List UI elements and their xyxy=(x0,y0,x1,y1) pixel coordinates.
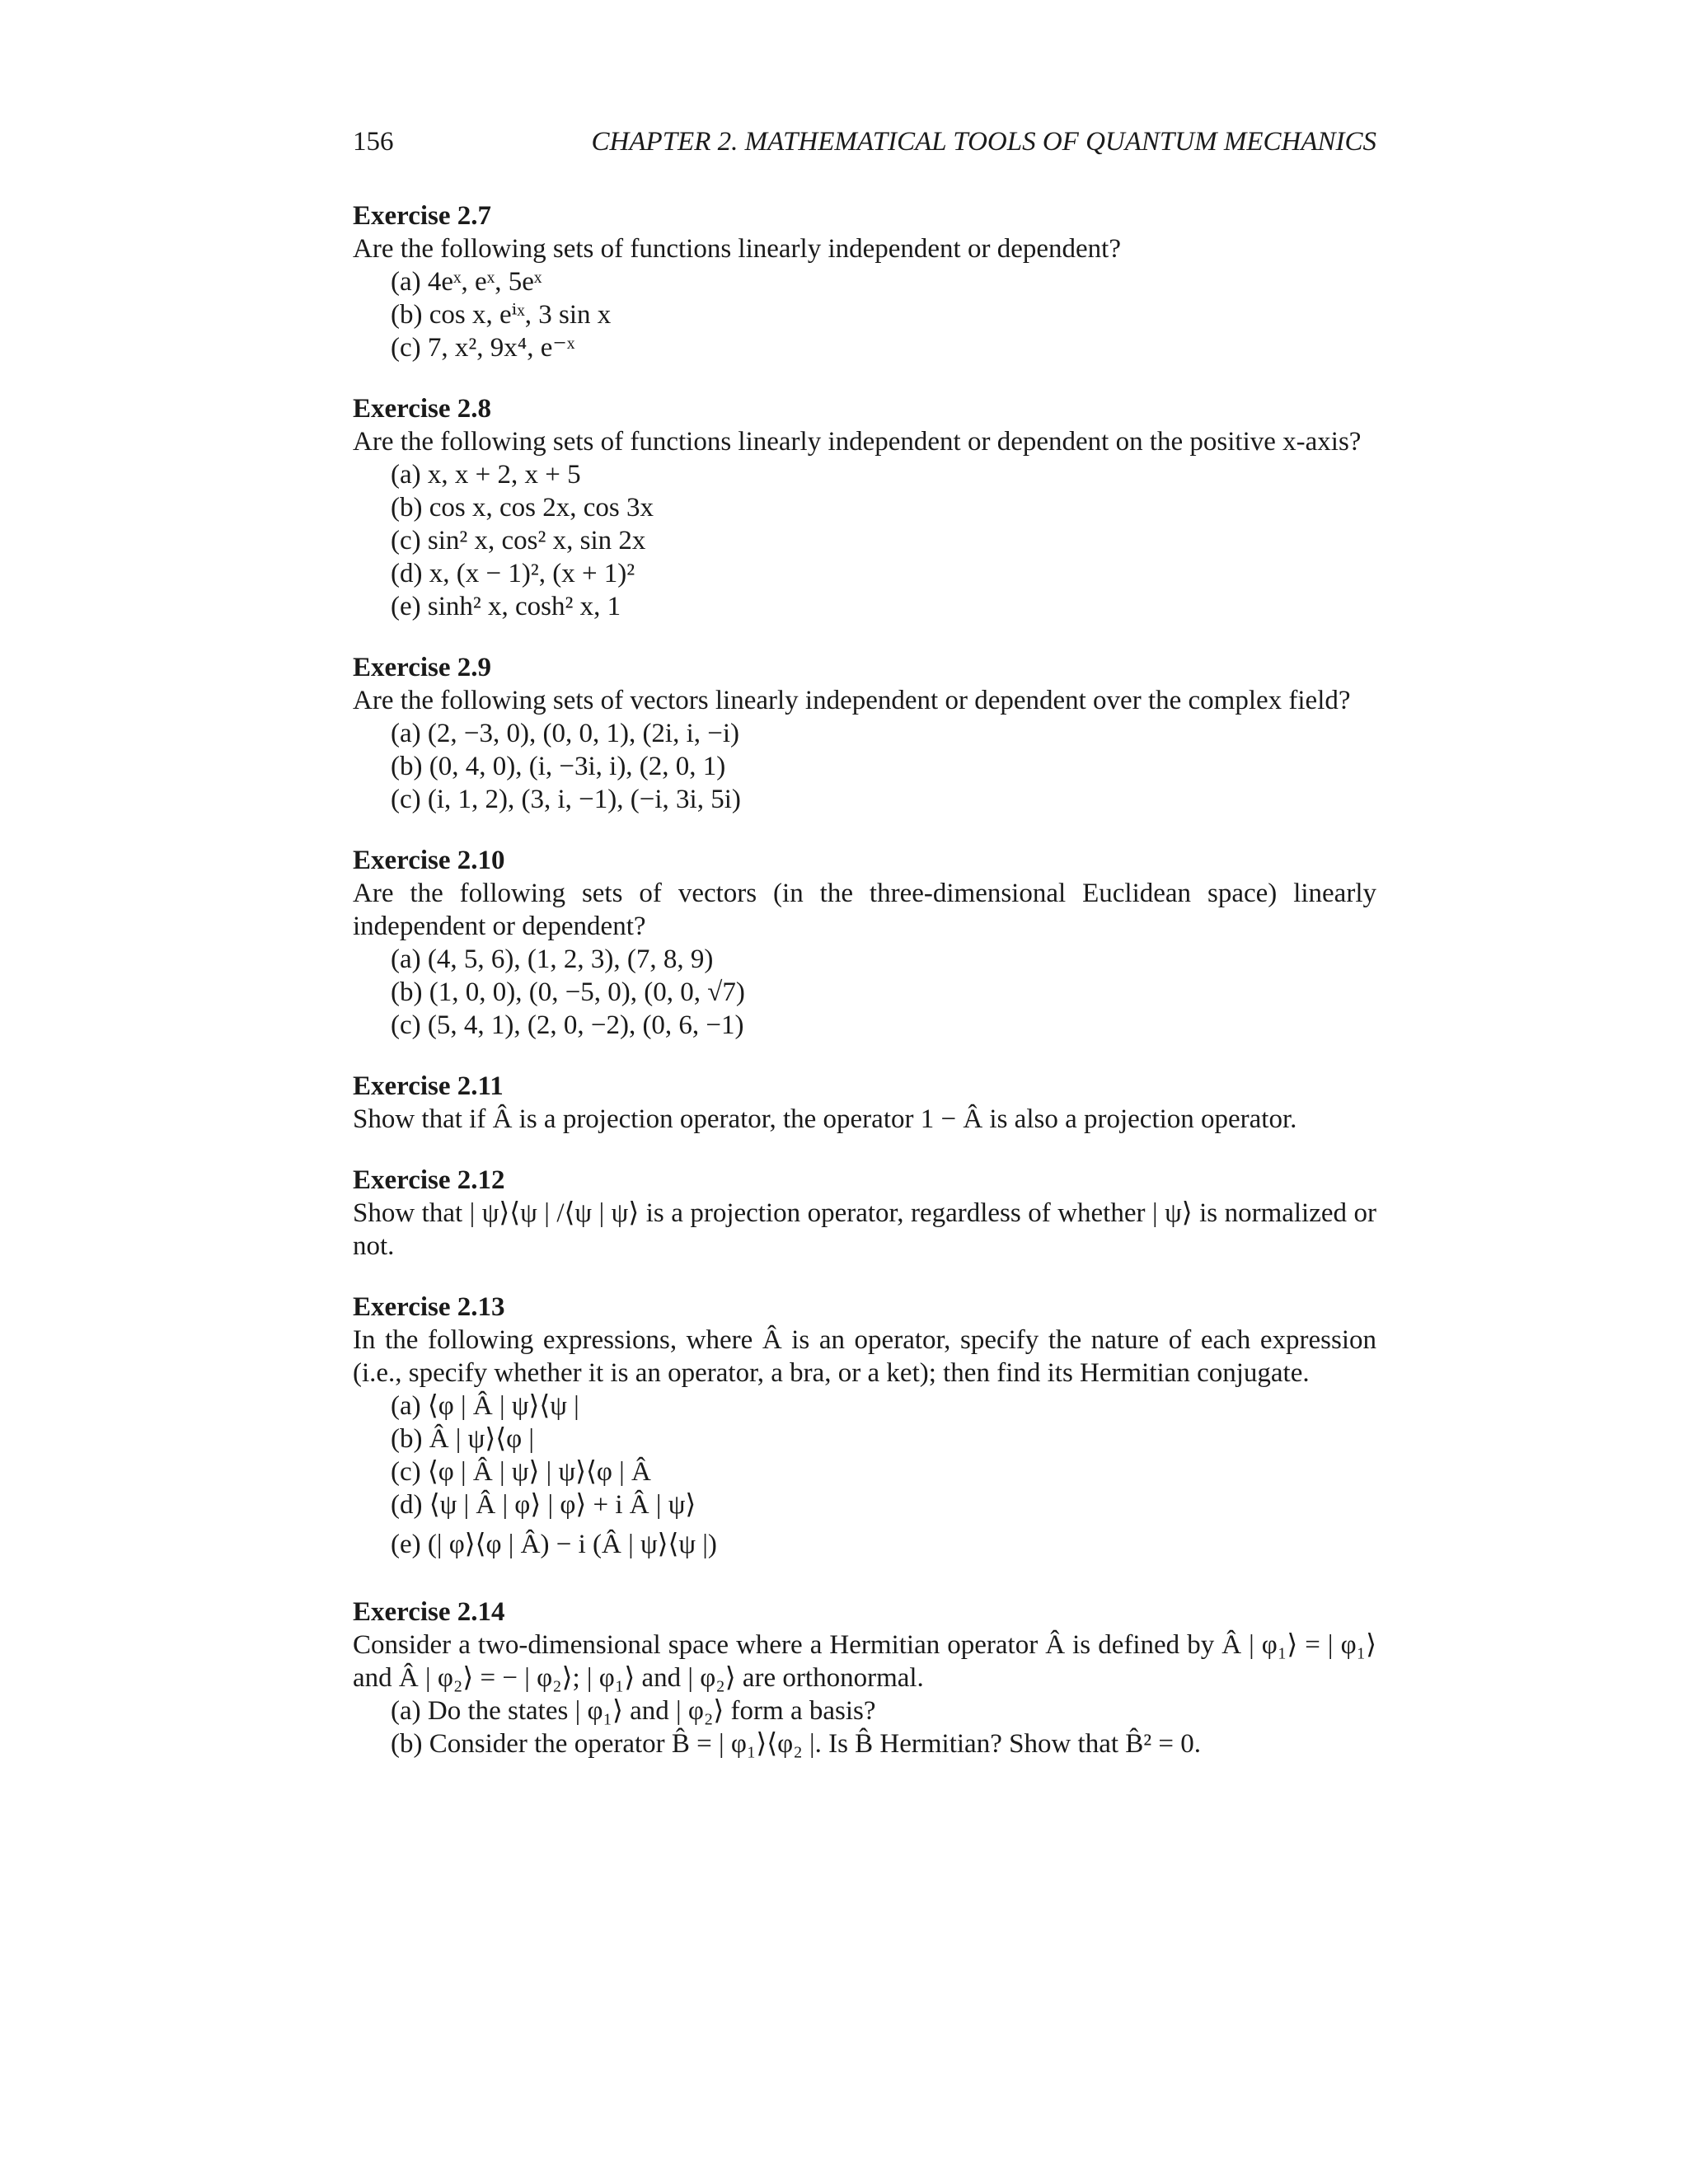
exercise-question: Are the following sets of functions linearly independent or dependent on the positive x-axis? xyxy=(353,427,1362,457)
exercise-title: Exercise 2.8 xyxy=(353,394,492,424)
exercise-parts xyxy=(353,458,1376,623)
exercise-title: Exercise 2.12 xyxy=(353,1165,505,1195)
exercise-part: (d) ⟨ψ | Â | φ⟩ | φ⟩ + i Â | ψ⟩ xyxy=(391,1490,696,1520)
exercise-title: Exercise 2.7 xyxy=(353,201,492,231)
exercise-parts xyxy=(353,1694,1376,1760)
exercise-question: In the following expressions, where Â is an operator, specify the nature of each expression (i.e., specify whether it is an operator, a bra, or a ket); then find its Hermitian conjugate. xyxy=(353,1325,1376,1388)
exercise-part: (a) (2, −3, 0), (0, 0, 1), (2i, i, −i) xyxy=(391,719,740,748)
exercise-question: Show that if Â is a projection operator, the operator 1 − Â is also a projection operator. xyxy=(353,1104,1297,1134)
exercise-part: (b) Consider the operator B̂ = | φ₁⟩⟨φ₂ |. Is B̂ Hermitian? Show that B̂² = 0. xyxy=(391,1729,1202,1759)
exercise-2-12 xyxy=(353,1164,1376,1263)
exercise-part: (b) cos x, cos 2x, cos 3x xyxy=(391,493,654,523)
exercise-part: (c) (5, 4, 1), (2, 0, −2), (0, 6, −1) xyxy=(391,1010,744,1040)
exercise-part: (c) (i, 1, 2), (3, i, −1), (−i, 3i, 5i) xyxy=(391,785,741,814)
exercise-part: (c) sin² x, cos² x, sin 2x xyxy=(391,526,646,555)
exercise-part: (a) ⟨φ | Â | ψ⟩⟨ψ | xyxy=(391,1391,579,1421)
exercise-part: (c) ⟨φ | Â | ψ⟩ | ψ⟩⟨φ | Â xyxy=(391,1457,651,1487)
exercise-part: (b) (0, 4, 0), (i, −3i, i), (2, 0, 1) xyxy=(391,752,726,781)
exercise-title: Exercise 2.14 xyxy=(353,1597,505,1627)
exercise-title: Exercise 2.9 xyxy=(353,653,492,682)
exercise-title: Exercise 2.10 xyxy=(353,846,505,875)
exercise-question: Are the following sets of functions linearly independent or dependent? xyxy=(353,234,1121,264)
exercise-title: Exercise 2.13 xyxy=(353,1292,505,1322)
exercise-2-11 xyxy=(353,1070,1376,1136)
exercise-part: (d) x, (x − 1)², (x + 1)² xyxy=(391,559,635,588)
exercise-parts xyxy=(353,265,1376,364)
exercise-parts xyxy=(353,717,1376,816)
exercise-part: (a) x, x + 2, x + 5 xyxy=(391,460,581,490)
exercise-parts xyxy=(353,1390,1376,1568)
exercise-part: (b) (1, 0, 0), (0, −5, 0), (0, 0, √7) xyxy=(391,977,745,1007)
exercise-part: (a) Do the states | φ₁⟩ and | φ₂⟩ form a basis? xyxy=(391,1696,876,1726)
exercise-part: (e) sinh² x, cosh² x, 1 xyxy=(391,592,621,621)
exercise-parts xyxy=(353,943,1376,1042)
exercise-question: Consider a two-dimensional space where a Hermitian operator Â is defined by Â | φ₁⟩ = | φ₁⟩ and Â | φ₂⟩ = − | φ₂⟩; | φ₁⟩ and | φ₂⟩ are orthonormal. xyxy=(353,1630,1376,1693)
exercise-2-13 xyxy=(353,1291,1376,1568)
exercise-title: Exercise 2.11 xyxy=(353,1071,504,1101)
exercise-part: (a) (4, 5, 6), (1, 2, 3), (7, 8, 9) xyxy=(391,944,714,974)
exercise-part: (a) 4eˣ, eˣ, 5eˣ xyxy=(391,267,542,297)
exercise-2-8 xyxy=(353,392,1376,623)
exercise-part: (c) 7, x², 9x⁴, e⁻ˣ xyxy=(391,333,575,363)
exercise-part: (b) Â | ψ⟩⟨φ | xyxy=(391,1424,534,1454)
exercise-part: (e) (| φ⟩⟨φ | Â) − i (Â | ψ⟩⟨ψ |) xyxy=(391,1530,717,1559)
running-head xyxy=(353,124,1376,160)
exercise-part: (b) cos x, eⁱˣ, 3 sin x xyxy=(391,300,612,330)
exercise-question: Are the following sets of vectors (in the three-dimensional Euclidean space) linearly independent or dependent? xyxy=(353,879,1376,941)
exercise-question: Are the following sets of vectors linearly independent or dependent over the complex field? xyxy=(353,686,1351,715)
exercise-list xyxy=(353,199,1376,1788)
page-number: 156 xyxy=(353,127,394,157)
exercise-2-9 xyxy=(353,651,1376,816)
exercise-question: Show that | ψ⟩⟨ψ | /⟨ψ | ψ⟩ is a projection operator, regardless of whether | ψ⟩ is normalized or not. xyxy=(353,1198,1376,1261)
exercise-2-10 xyxy=(353,844,1376,1042)
chapter-title: CHAPTER 2. MATHEMATICAL TOOLS OF QUANTUM MECHANICS xyxy=(591,127,1376,157)
exercise-2-14 xyxy=(353,1596,1376,1760)
exercise-2-7 xyxy=(353,199,1376,364)
